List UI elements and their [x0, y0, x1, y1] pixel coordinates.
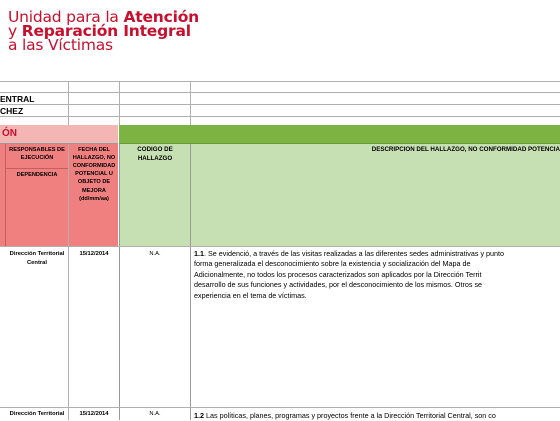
- grid-line: [0, 116, 560, 117]
- grid-line: [5, 168, 68, 169]
- row2-fecha: 15/12/2014: [79, 411, 109, 417]
- grid-line: [119, 144, 120, 420]
- row1-descripcion: [194, 249, 560, 301]
- row1-desc-line-3: Adicionalmente, no todos los procesos caracterizados son aplicados por la Dirección Territ: [194, 269, 482, 279]
- section-band-red: [0, 125, 118, 144]
- row2-descripcion: 1.2 Las políticas, planes, programas y proyectos frente a la Dirección Territorial Central, son co: [194, 411, 496, 420]
- header-dependencia: DEPENDENCIA: [16, 172, 58, 178]
- logo-line-2: y Reparación Integral: [8, 22, 191, 40]
- row2-codigo: N.A.: [149, 411, 161, 417]
- grid-line: [68, 144, 69, 420]
- grid-line: [190, 81, 191, 125]
- row1-desc-line-5: experiencia en el tema de víctimas.: [194, 290, 307, 300]
- section-band-green: [119, 125, 560, 144]
- grid-line: [5, 144, 6, 246]
- grid-line: [190, 144, 191, 420]
- header-block-descripcion: [191, 144, 560, 246]
- row1-desc-line-4: desarrollo de sus funciones y actividades, por el desconocimiento de los mismos. Otros se: [194, 280, 483, 290]
- grid-line: [68, 81, 69, 125]
- header-responsables: RESPONSABLES DE EJECUCIÓN: [9, 147, 65, 162]
- grid-line: [0, 81, 560, 82]
- row1-desc-line-1: 1.1. Se evidenció, a través de las visitas realizadas a las diferentes sedes administrativas y punto: [194, 249, 505, 258]
- header-descripcion: DESCRIPCION DEL HALLAZGO, NO CONFORMIDAD POTENCIA: [371, 146, 560, 153]
- grid-line: [0, 407, 560, 408]
- header-codigo: CODIGO DE HALLAZGO: [137, 146, 173, 162]
- logo-line-1: Unidad para la Atención: [8, 8, 199, 26]
- row1-codigo: N.A.: [149, 251, 161, 257]
- section-label: ÓN: [2, 128, 17, 139]
- row1-desc-line-2: forma generalizada el desconocimiento sobre la existencia y socialización del Mapa de: [194, 259, 471, 269]
- row1-dependencia: Dirección Territorial Central: [9, 251, 65, 266]
- header-fecha: FECHA DEL HALLAZGO, NO CONFORMIDAD POTENCIAL U OBJETO DE MEJORA (dd/mm/aa): [72, 147, 116, 202]
- info-row-1: ENTRAL: [0, 94, 35, 104]
- grid-line: [119, 81, 120, 125]
- logo-line-3: a las Víctimas: [8, 36, 113, 54]
- row1-fecha: 15/12/2014: [79, 251, 109, 257]
- grid-line: [0, 246, 560, 247]
- row2-dependencia: Dirección Territorial: [9, 411, 65, 417]
- info-row-2: CHEZ: [0, 106, 24, 116]
- grid-line: [0, 104, 560, 105]
- grid-line: [0, 92, 560, 93]
